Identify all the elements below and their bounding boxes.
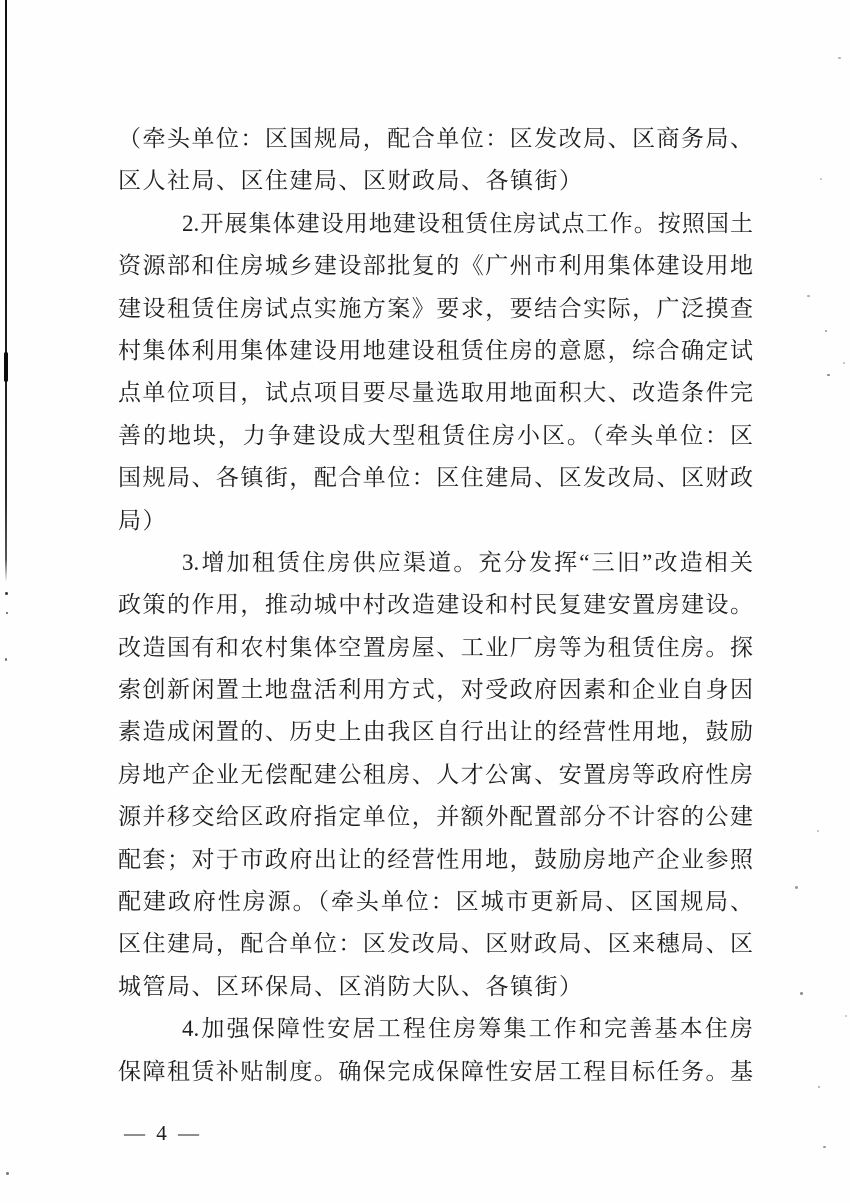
scan-speck (800, 992, 803, 995)
scan-speck (827, 374, 830, 376)
scan-artifact-blob (4, 352, 8, 382)
document-body (118, 118, 753, 1093)
scan-speck (5, 658, 7, 661)
scan-speck (807, 295, 810, 297)
text-line: 索创新闲置土地盘活利用方式，对受政府因素和企业自身因 (118, 677, 753, 703)
text-line: 配套；对于市政府出让的经营性用地，鼓励房地产企业参照 (118, 846, 753, 872)
scan-speck (6, 1172, 9, 1175)
page-number: — 4 — (124, 1121, 202, 1145)
text-line: 点单位项目，试点项目要尽量选取用地面积大、改造条件完 (118, 380, 753, 406)
scan-speck (6, 612, 8, 614)
scan-speck (820, 178, 822, 180)
scan-speck (5, 592, 8, 595)
scan-speck (825, 330, 827, 332)
text-line: 保障租赁补贴制度。确保完成保障性安居工程目标任务。基 (118, 1058, 753, 1084)
text-line: 区住建局，配合单位：区发改局、区财政局、区来穗局、区 (118, 931, 753, 957)
text-line: 4.加强保障性安居工程住房筹集工作和完善基本住房 (182, 1016, 753, 1042)
text-line: 资源部和住房城乡建设部批复的《广州市利用集体建设用地 (118, 253, 753, 279)
text-line: 善的地块，力争建设成大型租赁住房小区。（牵头单位：区 (118, 422, 753, 448)
text-line: 村集体利用集体建设用地建设租赁住房的意愿，综合确定试 (118, 337, 753, 363)
text-line: 源并移交给区政府指定单位，并额外配置部分不计容的公建 (118, 804, 753, 830)
scan-speck (818, 1086, 820, 1088)
text-line: 素造成闲置的、历史上由我区自行出让的经营性用地，鼓励 (118, 719, 753, 745)
text-line: 建设租赁住房试点实施方案》要求，要结合实际，广泛摸查 (118, 295, 753, 321)
scan-speck (817, 830, 819, 832)
scan-speck (823, 1146, 826, 1148)
scan-speck (838, 57, 841, 59)
scan-artifact-left-line (5, 0, 7, 582)
text-line: 国规局、各镇街，配合单位：区住建局、区发改局、区财政 (118, 465, 753, 491)
text-line: 区人社局、区住建局、区财政局、各镇街） (118, 168, 584, 194)
text-line: 配建政府性房源。（牵头单位：区城市更新局、区国规局、 (118, 889, 753, 915)
scan-speck (843, 362, 845, 364)
text-line: 城管局、区环保局、区消防大队、各镇街） (118, 973, 584, 999)
text-line: 政策的作用，推动城中村改造建设和村民复建安置房建设。 (118, 592, 753, 618)
scan-speck (795, 886, 798, 889)
text-line: 3.增加租赁住房供应渠道。充分发挥“三旧”改造相关 (182, 549, 753, 575)
text-line: 2.开展集体建设用地建设租赁住房试点工作。按照国土 (182, 210, 753, 236)
text-line: 改造国有和农村集体空置房屋、工业厂房等为租赁住房。探 (118, 634, 753, 660)
text-line: 房地产企业无偿配建公租房、人才公寓、安置房等政府性房 (118, 761, 753, 787)
scan-speck (845, 1015, 847, 1017)
text-line: （牵头单位：区国规局，配合单位：区发改局、区商务局、 (118, 126, 753, 151)
text-line: 局） (118, 507, 167, 533)
